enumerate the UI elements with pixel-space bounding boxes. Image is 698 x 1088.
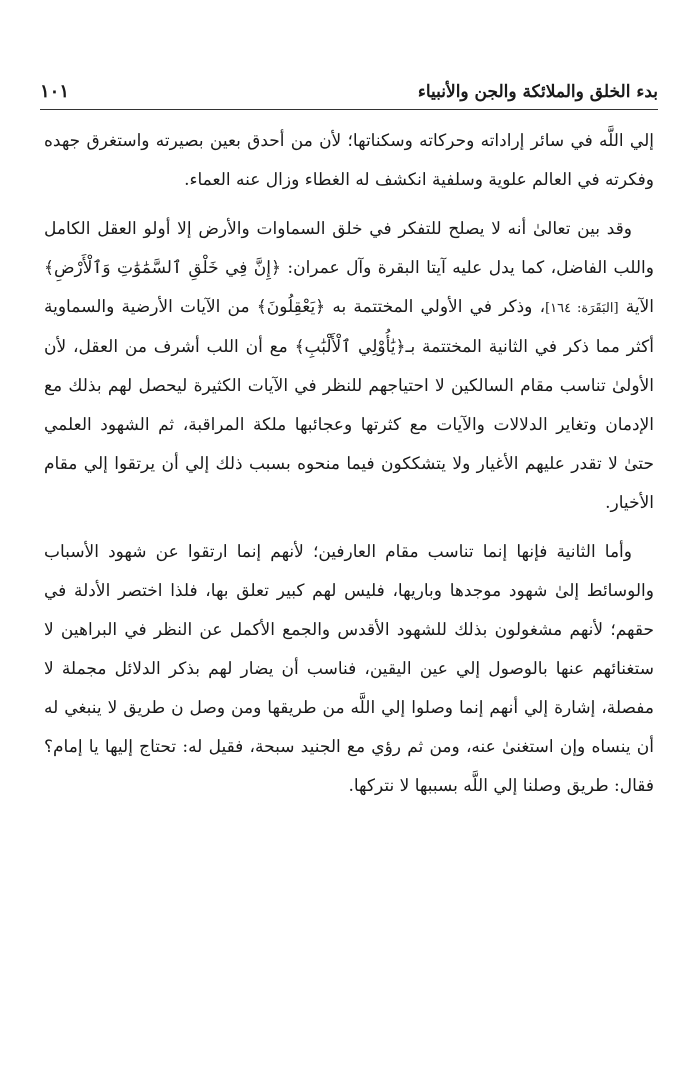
page-number: ١٠١: [40, 81, 70, 102]
page-body: [44, 122, 654, 806]
quran-verse-1: ﴿إِنَّ فِي خَلْقِ ٱلسَّمَٰوَٰتِ وَٱلْأَرْضِ﴾: [44, 258, 281, 278]
paragraph-2-text-d: من الآيات الأرضية والسماوية أكثر مما ذكر في الثانية المختتمة بـ: [44, 297, 654, 357]
paragraph-1: إلي اللَّه في سائر إراداته وحركاته وسكناتها؛ لأن من أحدق بعين بصيرته واستغرق جهده وفكرته في العالم علوية وسلفية انكشف له الغطاء وزال عنه العماء.: [44, 131, 654, 190]
paragraph-2-text-b: الآية: [618, 297, 655, 317]
paragraph-2: [44, 210, 654, 523]
paragraph-2-text-e: مع أن اللب أشرف من العقل، لأن الأولىٰ تناسب مقام السالكين لا احتياجهم للنظر في الآيات الكثيرة ليحصل لهم بذلك مع الإدمان وتغاير الدلالات والآيات مع كثرتها وعجائبها ملكة المراقبة، ثم الشهود العلمي حتىٰ لا تقدر عليهم الأغيار ولا يتشككون فيما منحوه بسبب ذلك إلي أن يرتقوا إلي مقام الأخيار.: [44, 337, 654, 513]
paragraph-2-text-c: ، وذكر في الأولي المختتمة به: [325, 297, 546, 317]
quran-verse-3: ﴿يَٰأُوْلِي ٱلْأَلْبَٰبِ﴾: [294, 337, 406, 357]
quran-verse-2: ﴿يَعْقِلُونَ﴾: [256, 297, 326, 317]
verse-reference: [البَقَرَة: ١٦٤]: [545, 301, 619, 316]
header-divider: [40, 109, 658, 110]
page-header: [40, 70, 658, 102]
paragraph-3: وأما الثانية فإنها إنما تناسب مقام العارفين؛ لأنهم إنما ارتقوا عن شهود الأسباب والوسائط إلىٰ شهود موجدها وباريها، فليس لهم كبير تعلق بها، فلذا اختصر الأدلة في حقهم؛ لأنهم مشغولون بذلك للشهود الأقدس والجمع الأكمل عن النظر في البراهين لا ستغنائهم عنها بالوصول إلي عين اليقين، فناسب أن يضار لهم بذكر الدلائل مجملة لا مفصلة، إشارة إلي أنهم إنما وصلوا إلي اللَّه من طريقها ومن وصل ن طريق لا ينبغي له أن ينساه وإن استغنىٰ عنه، ومن ثم رؤي مع الجنيد سبحة، فقيل له: تحتاج إليها يا إمام؟ فقال: طريق وصلنا إلي اللَّه بسببها لا نتركها.: [44, 542, 654, 796]
paragraph-2-text-a: وقد بين تعالىٰ أنه لا يصلح للتفكر في خلق السماوات والأرض إلا أولو العقل الكامل واللب الفاضل، كما يدل عليه آيتا البقرة وآل عمران:: [44, 219, 654, 278]
running-title: بدء الخلق والملائكة والجن والأنبياء: [417, 82, 658, 102]
